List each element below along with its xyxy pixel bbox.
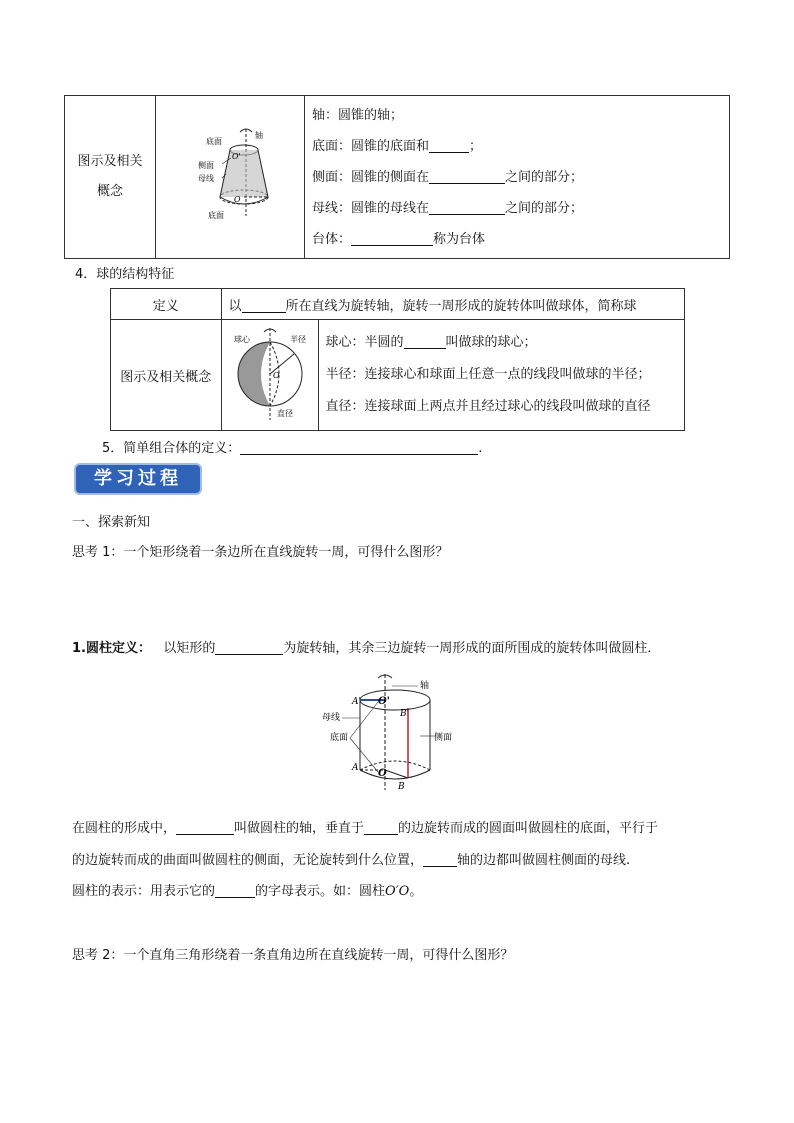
sphere-heading: 4．球的结构特征: [75, 267, 175, 282]
frustum-figure-cell: [156, 96, 305, 259]
sphere-def-text: 以 所在直线为旋转轴，旋转一周形成的旋转体叫做球体，简称球: [221, 289, 685, 320]
frustum-figure: [156, 96, 304, 254]
sphere-label-o: O: [272, 371, 280, 380]
cylinder-bottom-base-back: [360, 761, 430, 770]
frustum-label: 图示及相关概念: [77, 154, 143, 199]
frustum-side: [220, 150, 268, 197]
combo-definition: 5．简单组合体的定义： .: [102, 441, 483, 456]
frustum-table: [64, 95, 730, 259]
sphere-half-disc: [238, 342, 270, 406]
sphere-def-label: 定义: [111, 289, 222, 320]
sphere-label-diameter: 直径: [276, 409, 293, 418]
cylinder-label-a: A: [352, 763, 359, 773]
blank: [242, 298, 286, 313]
cylinder-label-axis: 轴: [420, 681, 430, 691]
para-1: 在圆柱的形成中， 叫做圆柱的轴，垂直于 的边旋转而成的圆面叫做圆柱的底面，平行于: [72, 821, 659, 836]
frustum-line-base: 底面：圆锥的底面和 ；: [312, 138, 483, 154]
frustum-label-o-bottom: O: [234, 195, 241, 204]
cylinder-label-o-top: O': [378, 696, 390, 707]
blank: [215, 883, 255, 898]
blank: [429, 169, 505, 184]
frustum-bottom-base-front: [220, 197, 268, 204]
frustum-label-cell: [65, 96, 156, 259]
cylinder-notation: O′O: [385, 884, 410, 899]
blank: [351, 231, 433, 246]
frustum-label-o-top: O': [232, 152, 241, 161]
frustum-label-generatrix: 母线: [198, 174, 214, 183]
cylinder-definition: 1.圆柱定义： 以矩形的 为旋转轴，其余三边旋转一周形成的面所围成的旋转体叫做圆柱．: [72, 641, 661, 656]
explore-heading: 一、探索新知: [72, 515, 151, 530]
section-banner: 学习过程: [76, 465, 200, 493]
frustum-label-top-base: 底面: [206, 137, 222, 146]
blank: [423, 852, 457, 867]
para-3: 圆柱的表示：用表示它的 的字母表示。如：圆柱O′O。: [72, 884, 423, 899]
blank: [429, 200, 505, 215]
frustum-label-bottom-base: 底面: [208, 211, 224, 220]
frustum-line-tai: 台体： 称为台体: [312, 231, 486, 247]
frustum-line-generatrix: 母线：圆锥的母线在 之间的部分；: [312, 200, 584, 216]
sphere-concept-label: 图示及相关概念: [111, 320, 222, 431]
sphere-lines-cell: [318, 320, 685, 431]
sphere-line-center: 球心：半圆的 叫做球的球心；: [325, 335, 537, 350]
blank: [429, 138, 469, 153]
cylinder-label-side: 侧面: [434, 733, 453, 743]
blank: [176, 820, 234, 835]
sphere-line-diameter: 直径：连接球面上两点并且经过球心的线段叫做球的直径: [325, 399, 651, 414]
sphere-figure: [222, 320, 318, 426]
sphere-label-radius: 半径: [289, 335, 306, 344]
frustum-lines-cell: [305, 96, 730, 259]
sphere-label-center: 球心: [233, 335, 250, 344]
frustum-label-side: 侧面: [198, 161, 214, 170]
frustum-line-side: 侧面：圆锥的侧面在 之间的部分；: [312, 169, 584, 185]
sphere-figure-cell: [221, 320, 318, 431]
sphere-line-radius: 半径：连接球心和球面上任意一点的线段叫做球的半径；: [325, 367, 651, 382]
blank: [404, 334, 446, 349]
cylinder-figure: [320, 672, 470, 797]
sphere-table: [110, 288, 685, 431]
cylinder-label-o: O: [378, 768, 387, 779]
frustum-label-axis: 轴: [255, 131, 263, 140]
cylinder-label-generatrix: 母线: [322, 713, 341, 723]
cylinder-bottom-base-front: [360, 770, 430, 779]
think-2: 思考 2：一个直角三角形绕着一条直角边所在直线旋转一周，可得什么图形？: [72, 948, 514, 963]
cylinder-label-b-top: B': [400, 709, 410, 719]
para-2: 的边旋转而成的曲面叫做圆柱的侧面，无论旋转到什么位置， 轴的边都叫做圆柱侧面的母线.: [72, 853, 631, 868]
cylinder-label-base: 底面: [330, 733, 349, 743]
blank: [240, 440, 478, 455]
frustum-line-axis: 轴：圆锥的轴；: [312, 107, 404, 123]
cylinder-label-a-top: A': [352, 697, 361, 707]
blank: [215, 640, 283, 655]
cylinder-def-bold: 1.圆柱定义：: [72, 641, 151, 656]
cylinder-label-b: B: [398, 782, 405, 792]
blank: [364, 820, 398, 835]
think-1: 思考 1：一个矩形绕着一条边所在直线旋转一周，可得什么图形？: [72, 545, 449, 560]
